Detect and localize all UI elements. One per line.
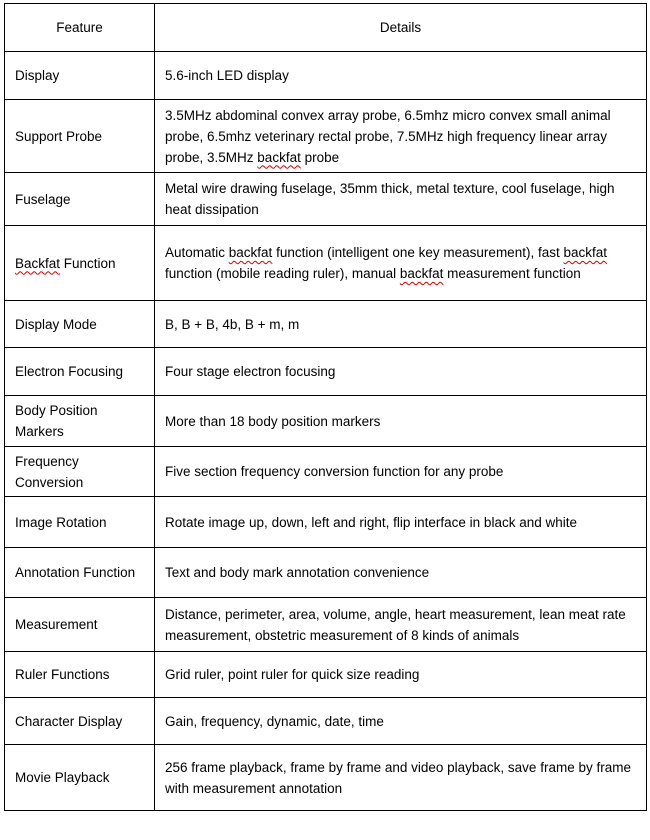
feature-cell: Electron Focusing [5,348,155,396]
spellcheck-word: backfat [228,245,273,260]
feature-cell: Movie Playback [5,745,155,811]
details-cell: Metal wire drawing fuselage, 35mm thick, metal texture, cool fuselage, high heat dissipation [155,173,647,226]
details-cell: Rotate image up, down, left and right, flip interface in black and white [155,497,647,548]
details-cell: 256 frame playback, frame by frame and video playback, save frame by frame with measurement annotation [155,745,647,811]
feature-cell: Measurement [5,598,155,652]
details-cell: Text and body mark annotation convenience [155,548,647,598]
details-cell: Automatic backfat function (intelligent one key measurement), fast backfat function (mobile reading ruler), manual backfat measurement function [155,226,647,301]
details-cell: 3.5MHz abdominal convex array probe, 6.5mhz micro convex small animal probe, 6.5mhz veterinary rectal probe, 7.5MHz high frequency linear array probe, 3.5MHz backfat probe [155,100,647,173]
feature-cell: Display [5,52,155,100]
feature-cell: Body Position Markers [5,396,155,447]
table-row [5,652,647,698]
table-row [5,301,647,348]
table-row [5,598,647,652]
feature-cell: Frequency Conversion [5,447,155,497]
table-header-row [5,4,647,52]
table-row [5,497,647,548]
table-row [5,100,647,173]
spec-table [4,3,647,811]
table-row [5,52,647,100]
feature-cell: Backfat Function [5,226,155,301]
details-cell: More than 18 body position markers [155,396,647,447]
feature-cell: Fuselage [5,173,155,226]
spellcheck-word: backfat [399,266,444,281]
feature-cell: Support Probe [5,100,155,173]
table-row [5,745,647,811]
feature-cell: Display Mode [5,301,155,348]
table-row [5,548,647,598]
header-details: Details [155,4,647,52]
details-cell: Five section frequency conversion function for any probe [155,447,647,497]
details-cell: Four stage electron focusing [155,348,647,396]
details-cell: Gain, frequency, dynamic, date, time [155,698,647,745]
details-cell: Distance, perimeter, area, volume, angle, heart measurement, lean meat rate measurement, obstetric measurement of 8 kinds of animals [155,598,647,652]
spellcheck-word: Backfat [15,255,61,271]
details-cell: Grid ruler, point ruler for quick size reading [155,652,647,698]
details-cell: B, B + B, 4b, B + m, m [155,301,647,348]
feature-cell: Ruler Functions [5,652,155,698]
table-row [5,447,647,497]
table-row [5,348,647,396]
feature-cell: Character Display [5,698,155,745]
feature-cell: Annotation Function [5,548,155,598]
feature-cell: Image Rotation [5,497,155,548]
header-feature: Feature [5,4,155,52]
table-row [5,396,647,447]
spellcheck-word: backfat [563,245,607,260]
details-cell: 5.6-inch LED display [155,52,647,100]
table-row [5,698,647,745]
table-row [5,173,647,226]
table-row [5,226,647,301]
spellcheck-word: backfat [257,149,301,165]
